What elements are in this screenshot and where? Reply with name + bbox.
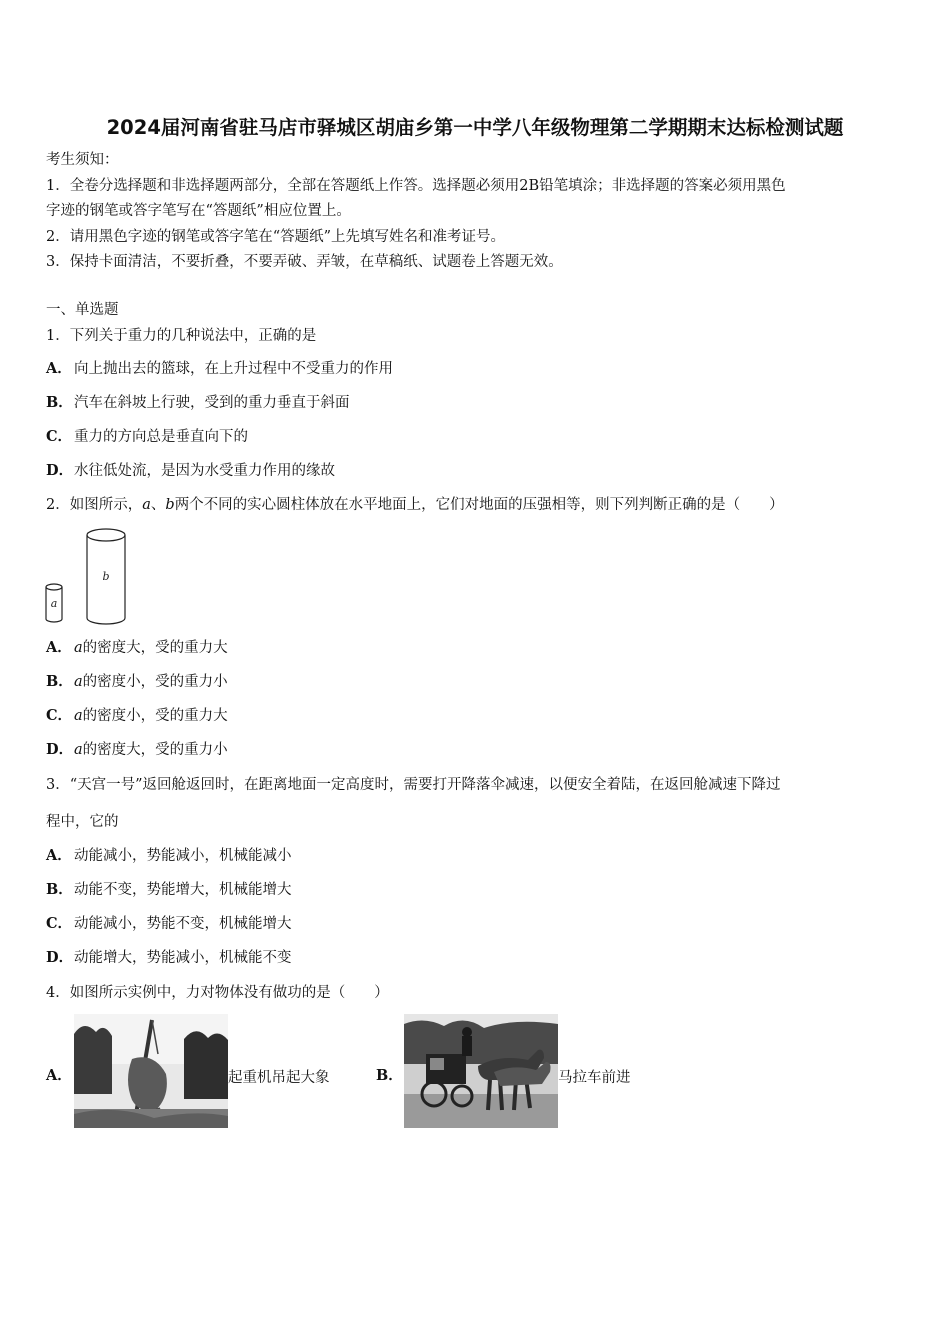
option-label: A． xyxy=(46,639,72,656)
option-label: B． xyxy=(376,1067,403,1084)
q1-option-b xyxy=(46,393,350,413)
option-text: 重力的方向总是垂直向下的 xyxy=(74,429,248,445)
option-var: a xyxy=(74,640,83,656)
option-text: 汽车在斜坡上行驶，受到的重力垂直于斜面 xyxy=(74,395,350,411)
option-text: 动能不变，势能增大，机械能增大 xyxy=(74,882,292,898)
q3-option-a xyxy=(46,846,292,866)
q3-option-b xyxy=(46,880,292,900)
option-label: D． xyxy=(46,949,74,966)
cylinder-a-label: a xyxy=(50,597,58,610)
horse-carriage-photo xyxy=(404,1014,558,1128)
option-label: B． xyxy=(46,394,73,411)
page-title: 2024届河南省驻马店市驿城区胡庙乡第一中学八年级物理第二学期期末达标检测试题 xyxy=(106,116,844,139)
option-text: 的密度大，受的重力大 xyxy=(82,640,228,656)
option-label: D． xyxy=(46,462,74,479)
option-label: A． xyxy=(46,1067,72,1084)
notice-item-2: 2．请用黑色字迹的钢笔或答字笔在“答题纸”上先填写姓名和准考证号。 xyxy=(46,229,506,245)
option-label: C． xyxy=(46,707,73,724)
option-label: B． xyxy=(46,673,73,690)
q2-var-a: a xyxy=(142,497,151,513)
q2-option-b xyxy=(46,672,228,692)
option-label: A． xyxy=(46,360,72,377)
option-label: A． xyxy=(46,847,72,864)
q3-option-d xyxy=(46,948,292,968)
cylinder-b xyxy=(87,529,125,624)
q1-option-d xyxy=(46,461,335,481)
option-text: 动能减小，势能不变，机械能增大 xyxy=(74,916,292,932)
q4-stem: 4．如图所示实例中，力对物体没有做功的是（ ） xyxy=(46,985,389,1001)
q2-sep: 、 xyxy=(150,497,166,513)
q2-stem-prefix: 2．如图所示， xyxy=(46,497,143,513)
option-text: 的密度小，受的重力小 xyxy=(82,674,228,690)
q2-stem xyxy=(46,495,784,515)
crane-elephant-photo xyxy=(74,1014,228,1128)
q4-option-b-label xyxy=(376,1066,404,1086)
q3-option-c xyxy=(46,914,292,934)
q4-option-b-text: 马拉车前进 xyxy=(558,1070,631,1086)
option-label: C． xyxy=(46,428,73,445)
notice-item-3: 3．保持卡面清洁，不要折叠，不要弄破、弄皱，在草稿纸、试题卷上答题无效。 xyxy=(46,254,563,270)
option-text: 动能减小，势能减小，机械能减小 xyxy=(74,848,292,864)
option-text: 向上抛出去的篮球，在上升过程中不受重力的作用 xyxy=(74,361,393,377)
notice-item-1-cont: 字迹的钢笔或答字笔写在“答题纸”相应位置上。 xyxy=(46,203,351,219)
option-label: D． xyxy=(46,741,74,758)
option-text: 的密度小，受的重力大 xyxy=(82,708,228,724)
option-text: 水往低处流，是因为水受重力作用的缘故 xyxy=(74,463,335,479)
q3-stem-line1: 3．“天宫一号”返回舱返回时，在距离地面一定高度时，需要打开降落伞减速，以便安全着陆，在返回舱减速下降过 xyxy=(46,777,781,793)
q4-option-a-text: 起重机吊起大象 xyxy=(228,1070,330,1086)
cylinder-b-label: b xyxy=(102,570,110,583)
option-var: a xyxy=(74,674,83,690)
notice-item-1: 1．全卷分选择题和非选择题两部分，全部在答题纸上作答。选择题必须用2B铅笔填涂；非选择题的答案必须用黑色 xyxy=(46,178,786,194)
q1-option-a xyxy=(46,359,393,379)
notice-heading: 考生须知： xyxy=(46,152,119,168)
q1-stem: 1．下列关于重力的几种说法中，正确的是 xyxy=(46,328,317,344)
q2-option-d xyxy=(46,740,228,760)
option-var: a xyxy=(74,742,83,758)
cylinders-figure xyxy=(40,525,140,630)
option-text: 的密度大，受的重力小 xyxy=(82,742,228,758)
option-label: C． xyxy=(46,915,73,932)
q2-var-b: b xyxy=(165,497,175,513)
q1-option-c xyxy=(46,427,248,447)
option-text: 动能增大，势能减小，机械能不变 xyxy=(74,950,292,966)
q2-option-a xyxy=(46,638,228,658)
q4-option-a-label xyxy=(46,1066,74,1086)
section-heading: 一、单选题 xyxy=(46,302,119,318)
option-var: a xyxy=(74,708,83,724)
cylinder-a xyxy=(46,584,62,622)
q2-stem-suffix: 两个不同的实心圆柱体放在水平地面上，它们对地面的压强相等，则下列判断正确的是（ ） xyxy=(174,497,784,513)
q2-option-c xyxy=(46,706,228,726)
q3-stem-line2: 程中，它的 xyxy=(46,814,119,830)
option-label: B． xyxy=(46,881,73,898)
